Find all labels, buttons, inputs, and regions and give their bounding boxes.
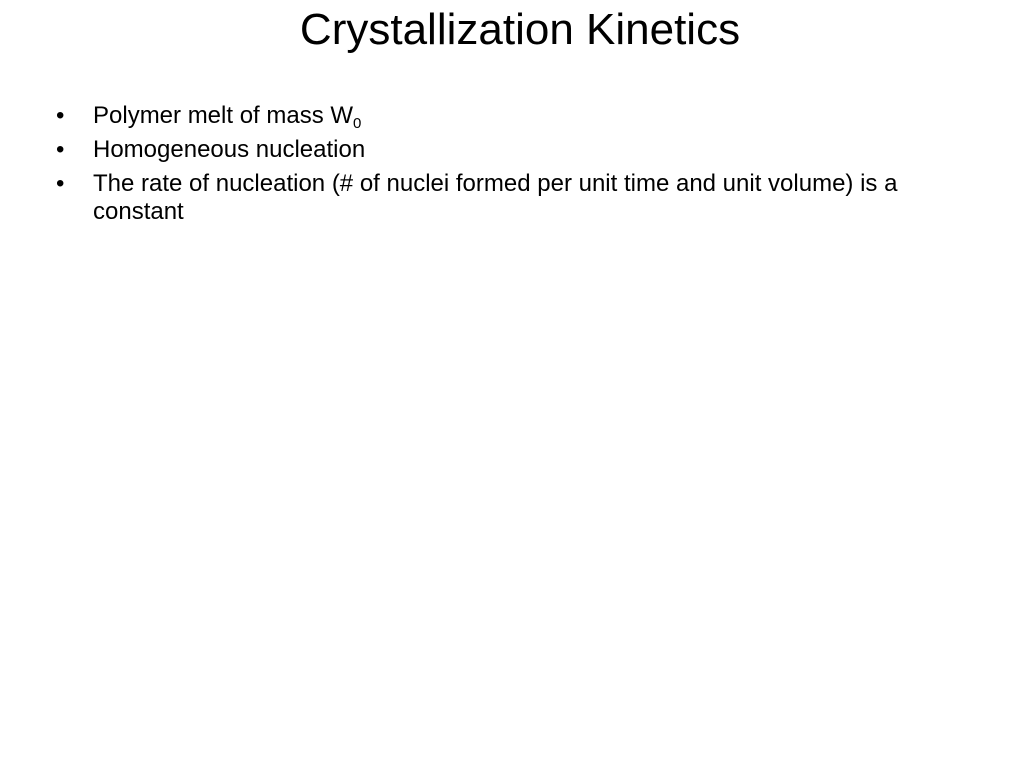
- bullet-list: [56, 102, 936, 232]
- bullet-item-homogeneous-nucleation: [56, 136, 936, 164]
- bullet-text: Homogeneous nucleation: [93, 136, 366, 163]
- bullet-text: [93, 102, 362, 132]
- bullet-item-polymer-melt: [56, 102, 936, 130]
- bullet-icon: •: [56, 102, 65, 129]
- bullet-icon: •: [56, 170, 65, 197]
- mass-subscript: 0: [353, 115, 362, 132]
- bullet-icon: •: [56, 136, 65, 163]
- slide-title: Crystallization Kinetics: [299, 5, 741, 54]
- bullet-text: The rate of nucleation (# of nuclei formed per unit time and unit volume) is a constant: [93, 170, 898, 225]
- bullet-item-nucleation-rate: [56, 170, 936, 226]
- bullet-main-text: Polymer melt of mass W: [93, 102, 354, 129]
